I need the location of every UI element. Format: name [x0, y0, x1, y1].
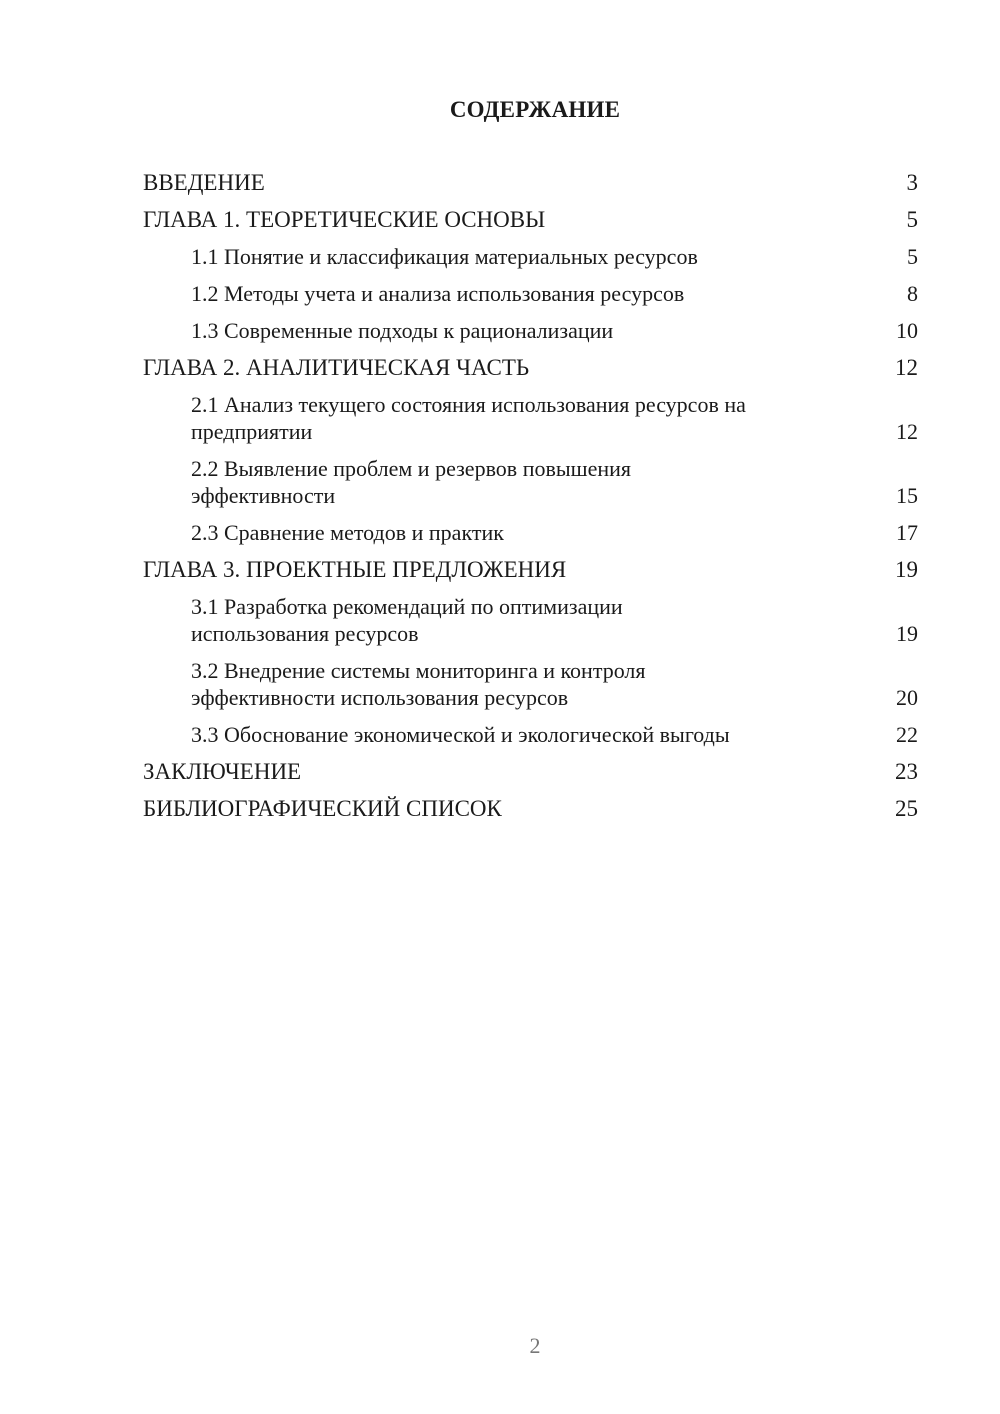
toc-entry-label: 1.1 Понятие и классификация материальных ресурсов — [191, 244, 698, 269]
toc-entry-label: БИБЛИОГРАФИЧЕСКИЙ СПИСОК — [143, 796, 502, 821]
toc-entry-chapter-3[interactable] — [143, 556, 918, 584]
toc-entry-label: ГЛАВА 2. АНАЛИТИЧЕСКАЯ ЧАСТЬ — [143, 355, 530, 380]
toc-entry-label: ЗАКЛЮЧЕНИЕ — [143, 759, 302, 784]
toc-entry-page: 25 — [895, 796, 918, 821]
toc-entry-label: 2.2 Выявление проблем и резервов повышения эффективности — [191, 456, 632, 508]
toc-entry-page: 19 — [895, 557, 918, 582]
table-of-contents — [143, 169, 918, 832]
toc-entry-label: 1.2 Методы учета и анализа использования ресурсов — [191, 281, 685, 306]
toc-entry-page: 22 — [896, 722, 918, 747]
toc-entry-label: ГЛАВА 1. ТЕОРЕТИЧЕСКИЕ ОСНОВЫ — [143, 207, 546, 232]
toc-entry-label: 2.3 Сравнение методов и практик — [191, 520, 504, 545]
toc-entry-chapter-1[interactable] — [143, 206, 918, 234]
toc-entry-page: 20 — [896, 685, 918, 710]
toc-entry-page: 17 — [896, 520, 918, 545]
page-number: 2 — [529, 1333, 541, 1358]
toc-entry-chapter-2[interactable] — [143, 354, 918, 382]
toc-entry-conclusion[interactable] — [143, 758, 918, 786]
toc-entry-label: 3.1 Разработка рекомендаций по оптимизации использования ресурсов — [191, 594, 623, 646]
toc-entry-section-2-1[interactable] — [143, 391, 918, 445]
toc-entry-section-2-2[interactable] — [143, 455, 918, 509]
toc-entry-section-3-1[interactable] — [143, 593, 918, 647]
toc-entry-page: 5 — [906, 207, 918, 232]
toc-heading: СОДЕРЖАНИЕ — [449, 97, 621, 122]
toc-entry-section-1-3[interactable] — [143, 317, 918, 344]
toc-entry-page: 12 — [895, 355, 918, 380]
toc-entry-label: 3.2 Внедрение системы мониторинга и контроля эффективности использования ресурсов — [191, 658, 646, 710]
toc-entry-label: 3.3 Обоснование экономической и экологической выгоды — [191, 722, 730, 747]
toc-entry-page: 12 — [896, 419, 918, 444]
toc-entry-label: ВВЕДЕНИЕ — [143, 170, 265, 195]
toc-entry-introduction[interactable] — [143, 169, 918, 197]
toc-entry-page: 3 — [906, 170, 918, 195]
toc-entry-section-2-3[interactable] — [143, 519, 918, 546]
toc-entry-label: 1.3 Современные подходы к рационализации — [191, 318, 614, 343]
toc-entry-section-1-1[interactable] — [143, 243, 918, 270]
toc-entry-section-1-2[interactable] — [143, 280, 918, 307]
toc-entry-label: ГЛАВА 3. ПРОЕКТНЫЕ ПРЕДЛОЖЕНИЯ — [143, 557, 567, 582]
toc-entry-page: 19 — [896, 621, 918, 646]
toc-entry-section-3-3[interactable] — [143, 721, 918, 748]
toc-entry-page: 8 — [907, 281, 918, 306]
toc-entry-bibliography[interactable] — [143, 795, 918, 823]
toc-entry-section-3-2[interactable] — [143, 657, 918, 711]
toc-entry-label: 2.1 Анализ текущего состояния использования ресурсов на предприятии — [191, 392, 746, 444]
toc-entry-page: 23 — [895, 759, 918, 784]
toc-entry-page: 10 — [896, 318, 918, 343]
toc-entry-page: 15 — [896, 483, 918, 508]
toc-entry-page: 5 — [907, 244, 918, 269]
